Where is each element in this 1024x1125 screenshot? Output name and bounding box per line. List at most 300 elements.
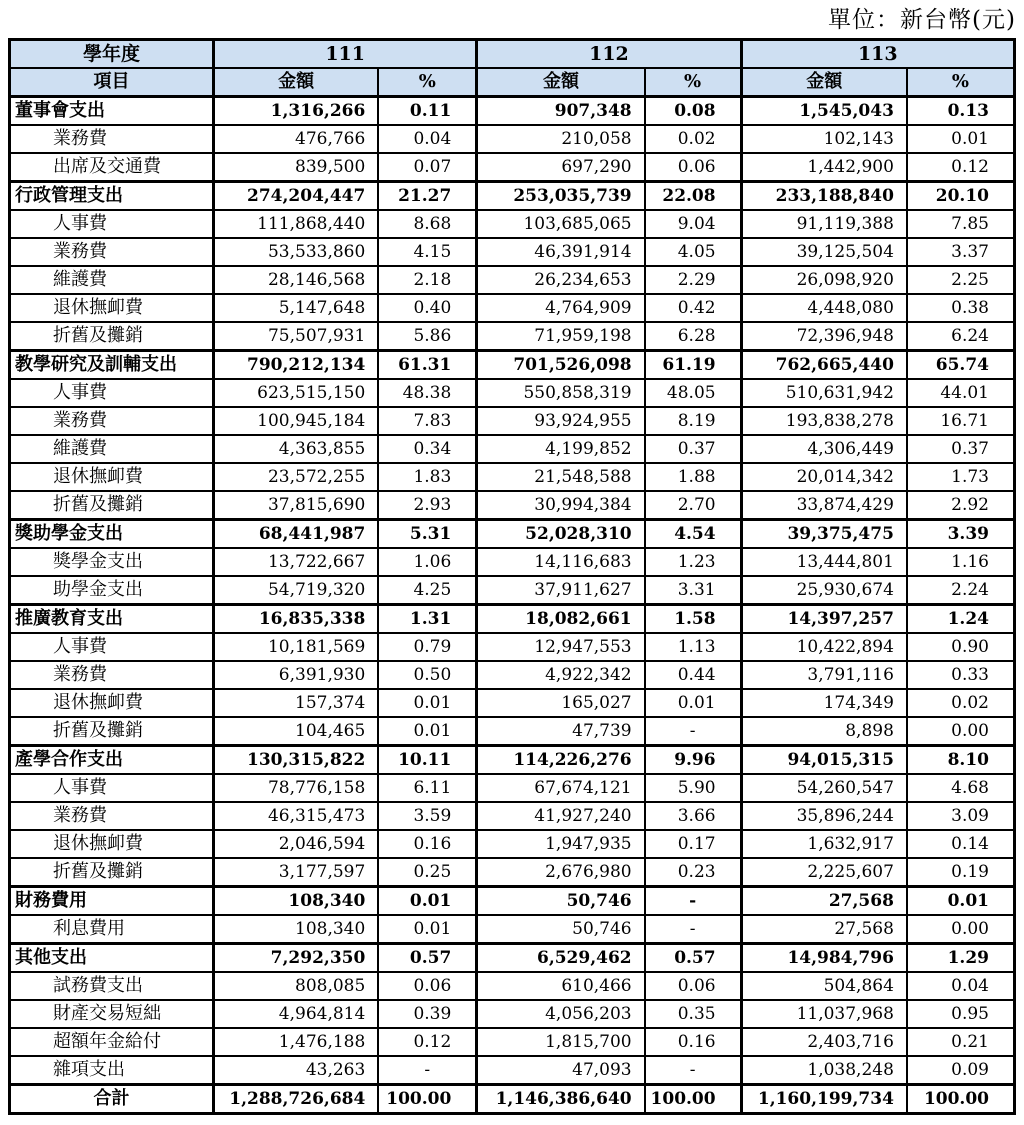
year-111-header: 111 xyxy=(214,40,477,69)
amount-cell: 102,143 xyxy=(741,125,907,153)
table-row xyxy=(10,548,1015,576)
table-row xyxy=(10,1000,1015,1028)
row-label: 獎助學金支出 xyxy=(10,520,214,549)
percent-cell: 1.73 xyxy=(907,463,1015,491)
percent-cell: 1.29 xyxy=(907,944,1015,973)
percent-cell: 2.29 xyxy=(645,266,741,294)
amount-cell: 2,046,594 xyxy=(214,830,379,858)
percent-cell: - xyxy=(645,717,741,746)
row-label: 折舊及攤銷 xyxy=(10,858,214,887)
amount-cell: 174,349 xyxy=(741,689,907,717)
amount-cell: 193,838,278 xyxy=(741,407,907,435)
amount-cell: 93,924,955 xyxy=(477,407,645,435)
amount-cell: 210,058 xyxy=(477,125,645,153)
amount-cell: 274,204,447 xyxy=(214,182,379,211)
unit-label: 單位：新台幣(元) xyxy=(828,7,1016,33)
amount-cell: 108,340 xyxy=(214,915,379,944)
percent-cell: 0.44 xyxy=(645,661,741,689)
table-row xyxy=(10,238,1015,266)
amount-column-header-113: 金額 xyxy=(741,68,907,97)
percent-cell: 4.25 xyxy=(378,576,476,605)
percent-cell: 0.04 xyxy=(378,125,476,153)
amount-cell: 4,448,080 xyxy=(741,294,907,322)
percent-cell: 0.06 xyxy=(645,972,741,1000)
percent-cell: - xyxy=(378,1056,476,1085)
percent-cell: 0.06 xyxy=(645,153,741,182)
percent-cell: 0.01 xyxy=(645,689,741,717)
amount-cell: 1,038,248 xyxy=(741,1056,907,1085)
amount-cell: 33,874,429 xyxy=(741,491,907,520)
percent-cell: 22.08 xyxy=(645,182,741,211)
percent-cell: 2.93 xyxy=(378,491,476,520)
table-row xyxy=(10,351,1015,380)
amount-cell: 13,444,801 xyxy=(741,548,907,576)
amount-cell: 4,199,852 xyxy=(477,435,645,463)
row-label: 業務費 xyxy=(10,125,214,153)
amount-cell: 28,146,568 xyxy=(214,266,379,294)
amount-cell: 100,945,184 xyxy=(214,407,379,435)
percent-cell: 0.90 xyxy=(907,633,1015,661)
row-label: 折舊及攤銷 xyxy=(10,717,214,746)
table-row xyxy=(10,379,1015,407)
percent-cell: 100.00 xyxy=(645,1085,741,1114)
amount-cell: 50,746 xyxy=(477,915,645,944)
amount-cell: 1,160,199,734 xyxy=(741,1085,907,1114)
percent-cell: 8.68 xyxy=(378,210,476,238)
percent-cell: 0.01 xyxy=(907,125,1015,153)
percent-cell: 100.00 xyxy=(907,1085,1015,1114)
amount-cell: 111,868,440 xyxy=(214,210,379,238)
table-row xyxy=(10,605,1015,634)
amount-cell: 78,776,158 xyxy=(214,774,379,802)
percent-cell: 9.04 xyxy=(645,210,741,238)
amount-cell: 4,964,814 xyxy=(214,1000,379,1028)
amount-cell: 907,348 xyxy=(477,97,645,126)
percent-cell: 1.16 xyxy=(907,548,1015,576)
amount-cell: 2,225,607 xyxy=(741,858,907,887)
percent-cell: 48.38 xyxy=(378,379,476,407)
expenditure-table xyxy=(8,38,1016,1115)
percent-cell: 0.00 xyxy=(907,915,1015,944)
percent-cell: 1.31 xyxy=(378,605,476,634)
amount-cell: 54,260,547 xyxy=(741,774,907,802)
amount-cell: 16,835,338 xyxy=(214,605,379,634)
row-label: 業務費 xyxy=(10,407,214,435)
table-row xyxy=(10,661,1015,689)
year-axis-label: 學年度 xyxy=(10,40,214,69)
table-row xyxy=(10,830,1015,858)
amount-cell: 1,442,900 xyxy=(741,153,907,182)
amount-cell: 7,292,350 xyxy=(214,944,379,973)
row-label: 退休撫卹費 xyxy=(10,830,214,858)
row-label: 出席及交通費 xyxy=(10,153,214,182)
percent-cell: 0.11 xyxy=(378,97,476,126)
percent-cell: 0.14 xyxy=(907,830,1015,858)
table-row xyxy=(10,915,1015,944)
amount-cell: 39,125,504 xyxy=(741,238,907,266)
amount-cell: 4,306,449 xyxy=(741,435,907,463)
row-label: 業務費 xyxy=(10,238,214,266)
amount-cell: 6,391,930 xyxy=(214,661,379,689)
percent-cell: 0.00 xyxy=(907,717,1015,746)
percent-cell: 0.16 xyxy=(378,830,476,858)
percent-cell: 1.88 xyxy=(645,463,741,491)
amount-cell: 1,288,726,684 xyxy=(214,1085,379,1114)
table-header xyxy=(10,40,1015,97)
table-row xyxy=(10,322,1015,351)
amount-cell: 157,374 xyxy=(214,689,379,717)
table-row xyxy=(10,153,1015,182)
percent-cell: 0.42 xyxy=(645,294,741,322)
amount-cell: 11,037,968 xyxy=(741,1000,907,1028)
table-row xyxy=(10,1085,1015,1114)
percent-cell: 3.59 xyxy=(378,802,476,830)
amount-cell: 504,864 xyxy=(741,972,907,1000)
percent-cell: 1.13 xyxy=(645,633,741,661)
amount-cell: 14,116,683 xyxy=(477,548,645,576)
percent-cell: 0.02 xyxy=(645,125,741,153)
percent-cell: 0.33 xyxy=(907,661,1015,689)
table-row xyxy=(10,746,1015,775)
row-label: 獎學金支出 xyxy=(10,548,214,576)
amount-cell: 75,507,931 xyxy=(214,322,379,351)
amount-cell: 47,739 xyxy=(477,717,645,746)
row-label: 維護費 xyxy=(10,266,214,294)
percent-cell: 0.02 xyxy=(907,689,1015,717)
table-row xyxy=(10,125,1015,153)
percent-cell: 0.09 xyxy=(907,1056,1015,1085)
amount-cell: 233,188,840 xyxy=(741,182,907,211)
amount-cell: 4,056,203 xyxy=(477,1000,645,1028)
amount-cell: 1,476,188 xyxy=(214,1028,379,1056)
table-row xyxy=(10,972,1015,1000)
amount-cell: 67,674,121 xyxy=(477,774,645,802)
amount-cell: 52,028,310 xyxy=(477,520,645,549)
amount-cell: 623,515,150 xyxy=(214,379,379,407)
amount-cell: 762,665,440 xyxy=(741,351,907,380)
percent-cell: 1.83 xyxy=(378,463,476,491)
amount-cell: 14,397,257 xyxy=(741,605,907,634)
percent-cell: 6.28 xyxy=(645,322,741,351)
amount-cell: 1,545,043 xyxy=(741,97,907,126)
amount-cell: 27,568 xyxy=(741,887,907,916)
row-label: 推廣教育支出 xyxy=(10,605,214,634)
row-label: 試務費支出 xyxy=(10,972,214,1000)
amount-cell: 10,181,569 xyxy=(214,633,379,661)
percent-cell: 100.00 xyxy=(378,1085,476,1114)
amount-cell: 46,391,914 xyxy=(477,238,645,266)
percent-column-header-111: % xyxy=(378,68,476,97)
amount-cell: 50,746 xyxy=(477,887,645,916)
row-label: 人事費 xyxy=(10,210,214,238)
percent-cell: - xyxy=(645,887,741,916)
percent-cell: 0.12 xyxy=(378,1028,476,1056)
row-label: 合計 xyxy=(10,1085,214,1114)
amount-cell: 114,226,276 xyxy=(477,746,645,775)
table-body xyxy=(10,97,1015,1114)
percent-cell: 0.04 xyxy=(907,972,1015,1000)
amount-cell: 165,027 xyxy=(477,689,645,717)
percent-cell: 0.95 xyxy=(907,1000,1015,1028)
amount-cell: 4,764,909 xyxy=(477,294,645,322)
row-label: 人事費 xyxy=(10,774,214,802)
table-row xyxy=(10,294,1015,322)
amount-cell: 35,896,244 xyxy=(741,802,907,830)
percent-cell: 0.37 xyxy=(907,435,1015,463)
row-label: 助學金支出 xyxy=(10,576,214,605)
percent-cell: 4.68 xyxy=(907,774,1015,802)
amount-cell: 808,085 xyxy=(214,972,379,1000)
percent-cell: 3.09 xyxy=(907,802,1015,830)
amount-cell: 5,147,648 xyxy=(214,294,379,322)
table-row xyxy=(10,210,1015,238)
percent-cell: 0.39 xyxy=(378,1000,476,1028)
amount-cell: 4,922,342 xyxy=(477,661,645,689)
row-label: 業務費 xyxy=(10,661,214,689)
amount-cell: 3,177,597 xyxy=(214,858,379,887)
amount-cell: 1,947,935 xyxy=(477,830,645,858)
amount-cell: 94,015,315 xyxy=(741,746,907,775)
percent-cell: 44.01 xyxy=(907,379,1015,407)
percent-cell: 65.74 xyxy=(907,351,1015,380)
percent-cell: 0.01 xyxy=(378,717,476,746)
percent-cell: 0.34 xyxy=(378,435,476,463)
amount-cell: 697,290 xyxy=(477,153,645,182)
table-row xyxy=(10,1028,1015,1056)
amount-cell: 20,014,342 xyxy=(741,463,907,491)
percent-cell: 1.06 xyxy=(378,548,476,576)
row-label: 人事費 xyxy=(10,633,214,661)
year-113-header: 113 xyxy=(741,40,1014,69)
percent-cell: 61.19 xyxy=(645,351,741,380)
percent-cell: 16.71 xyxy=(907,407,1015,435)
percent-cell: 0.17 xyxy=(645,830,741,858)
percent-cell: 0.21 xyxy=(907,1028,1015,1056)
row-label: 退休撫卹費 xyxy=(10,294,214,322)
row-label: 教學研究及訓輔支出 xyxy=(10,351,214,380)
amount-cell: 839,500 xyxy=(214,153,379,182)
table-row xyxy=(10,182,1015,211)
amount-cell: 790,212,134 xyxy=(214,351,379,380)
amount-cell: 2,403,716 xyxy=(741,1028,907,1056)
percent-cell: 0.40 xyxy=(378,294,476,322)
percent-cell: 6.11 xyxy=(378,774,476,802)
percent-cell: 0.57 xyxy=(378,944,476,973)
table-row xyxy=(10,97,1015,126)
amount-column-header-111: 金額 xyxy=(214,68,379,97)
table-row xyxy=(10,802,1015,830)
amount-cell: 4,363,855 xyxy=(214,435,379,463)
amount-cell: 71,959,198 xyxy=(477,322,645,351)
percent-cell: 21.27 xyxy=(378,182,476,211)
percent-cell: 2.18 xyxy=(378,266,476,294)
header-row-columns xyxy=(10,68,1015,97)
amount-cell: 53,533,860 xyxy=(214,238,379,266)
row-label: 產學合作支出 xyxy=(10,746,214,775)
row-label: 利息費用 xyxy=(10,915,214,944)
percent-cell: 48.05 xyxy=(645,379,741,407)
amount-cell: 54,719,320 xyxy=(214,576,379,605)
amount-cell: 103,685,065 xyxy=(477,210,645,238)
percent-cell: 8.10 xyxy=(907,746,1015,775)
percent-cell: 0.50 xyxy=(378,661,476,689)
amount-cell: 91,119,388 xyxy=(741,210,907,238)
table-row xyxy=(10,887,1015,916)
percent-cell: 10.11 xyxy=(378,746,476,775)
percent-cell: 0.08 xyxy=(645,97,741,126)
percent-cell: 4.54 xyxy=(645,520,741,549)
percent-cell: 9.96 xyxy=(645,746,741,775)
table-row xyxy=(10,407,1015,435)
amount-cell: 6,529,462 xyxy=(477,944,645,973)
percent-cell: 4.15 xyxy=(378,238,476,266)
amount-cell: 1,316,266 xyxy=(214,97,379,126)
row-label: 超額年金給付 xyxy=(10,1028,214,1056)
amount-cell: 610,466 xyxy=(477,972,645,1000)
table-row xyxy=(10,774,1015,802)
percent-cell: 0.06 xyxy=(378,972,476,1000)
amount-cell: 27,568 xyxy=(741,915,907,944)
amount-cell: 253,035,739 xyxy=(477,182,645,211)
row-label: 財產交易短絀 xyxy=(10,1000,214,1028)
amount-cell: 47,093 xyxy=(477,1056,645,1085)
amount-cell: 41,927,240 xyxy=(477,802,645,830)
percent-cell: 0.57 xyxy=(645,944,741,973)
percent-cell: 3.37 xyxy=(907,238,1015,266)
percent-cell: - xyxy=(645,1056,741,1085)
percent-cell: 2.70 xyxy=(645,491,741,520)
table-row xyxy=(10,858,1015,887)
amount-cell: 3,791,116 xyxy=(741,661,907,689)
row-label: 董事會支出 xyxy=(10,97,214,126)
amount-cell: 26,098,920 xyxy=(741,266,907,294)
amount-cell: 18,082,661 xyxy=(477,605,645,634)
percent-cell: 0.37 xyxy=(645,435,741,463)
row-label: 其他支出 xyxy=(10,944,214,973)
percent-cell: 1.23 xyxy=(645,548,741,576)
percent-cell: 6.24 xyxy=(907,322,1015,351)
row-label: 折舊及攤銷 xyxy=(10,322,214,351)
year-112-header: 112 xyxy=(477,40,741,69)
amount-cell: 23,572,255 xyxy=(214,463,379,491)
percent-cell: 8.19 xyxy=(645,407,741,435)
amount-cell: 21,548,588 xyxy=(477,463,645,491)
amount-cell: 12,947,553 xyxy=(477,633,645,661)
amount-cell: 30,994,384 xyxy=(477,491,645,520)
amount-cell: 1,632,917 xyxy=(741,830,907,858)
percent-cell: 0.79 xyxy=(378,633,476,661)
table-row xyxy=(10,717,1015,746)
percent-cell: 5.90 xyxy=(645,774,741,802)
amount-cell: 1,815,700 xyxy=(477,1028,645,1056)
row-label: 人事費 xyxy=(10,379,214,407)
amount-cell: 104,465 xyxy=(214,717,379,746)
item-column-header: 項目 xyxy=(10,68,214,97)
table-row xyxy=(10,435,1015,463)
percent-column-header-113: % xyxy=(907,68,1015,97)
amount-column-header-112: 金額 xyxy=(477,68,645,97)
percent-cell: 0.01 xyxy=(907,887,1015,916)
percent-cell: 1.24 xyxy=(907,605,1015,634)
percent-cell: 3.66 xyxy=(645,802,741,830)
percent-cell: 2.24 xyxy=(907,576,1015,605)
percent-cell: 2.25 xyxy=(907,266,1015,294)
amount-cell: 13,722,667 xyxy=(214,548,379,576)
percent-cell: 2.92 xyxy=(907,491,1015,520)
amount-cell: 37,911,627 xyxy=(477,576,645,605)
percent-cell: 0.12 xyxy=(907,153,1015,182)
row-label: 折舊及攤銷 xyxy=(10,491,214,520)
amount-cell: 37,815,690 xyxy=(214,491,379,520)
header-row-years xyxy=(10,40,1015,69)
amount-cell: 10,422,894 xyxy=(741,633,907,661)
table-row xyxy=(10,689,1015,717)
amount-cell: 39,375,475 xyxy=(741,520,907,549)
percent-cell: 7.83 xyxy=(378,407,476,435)
row-label: 財務費用 xyxy=(10,887,214,916)
row-label: 維護費 xyxy=(10,435,214,463)
amount-cell: 43,263 xyxy=(214,1056,379,1085)
percent-cell: 20.10 xyxy=(907,182,1015,211)
row-label: 業務費 xyxy=(10,802,214,830)
row-label: 雜項支出 xyxy=(10,1056,214,1085)
table-row xyxy=(10,633,1015,661)
percent-cell: 0.13 xyxy=(907,97,1015,126)
amount-cell: 130,315,822 xyxy=(214,746,379,775)
row-label: 退休撫卹費 xyxy=(10,689,214,717)
percent-cell: 1.58 xyxy=(645,605,741,634)
percent-cell: - xyxy=(645,915,741,944)
amount-cell: 108,340 xyxy=(214,887,379,916)
row-label: 退休撫卹費 xyxy=(10,463,214,491)
percent-cell: 0.01 xyxy=(378,915,476,944)
amount-cell: 46,315,473 xyxy=(214,802,379,830)
amount-cell: 2,676,980 xyxy=(477,858,645,887)
table-row xyxy=(10,944,1015,973)
percent-cell: 0.01 xyxy=(378,887,476,916)
table-row xyxy=(10,1056,1015,1085)
table-row xyxy=(10,463,1015,491)
percent-cell: 5.31 xyxy=(378,520,476,549)
amount-cell: 25,930,674 xyxy=(741,576,907,605)
percent-cell: 0.38 xyxy=(907,294,1015,322)
amount-cell: 550,858,319 xyxy=(477,379,645,407)
percent-cell: 0.23 xyxy=(645,858,741,887)
percent-cell: 0.25 xyxy=(378,858,476,887)
percent-cell: 0.35 xyxy=(645,1000,741,1028)
amount-cell: 476,766 xyxy=(214,125,379,153)
table-row xyxy=(10,266,1015,294)
amount-cell: 68,441,987 xyxy=(214,520,379,549)
percent-cell: 0.19 xyxy=(907,858,1015,887)
amount-cell: 1,146,386,640 xyxy=(477,1085,645,1114)
amount-cell: 14,984,796 xyxy=(741,944,907,973)
amount-cell: 510,631,942 xyxy=(741,379,907,407)
percent-cell: 0.07 xyxy=(378,153,476,182)
percent-cell: 0.01 xyxy=(378,689,476,717)
table-row xyxy=(10,520,1015,549)
table-row xyxy=(10,491,1015,520)
percent-cell: 61.31 xyxy=(378,351,476,380)
row-label: 行政管理支出 xyxy=(10,182,214,211)
percent-cell: 3.39 xyxy=(907,520,1015,549)
percent-cell: 4.05 xyxy=(645,238,741,266)
amount-cell: 8,898 xyxy=(741,717,907,746)
table-row xyxy=(10,576,1015,605)
amount-cell: 72,396,948 xyxy=(741,322,907,351)
percent-column-header-112: % xyxy=(645,68,741,97)
percent-cell: 0.16 xyxy=(645,1028,741,1056)
